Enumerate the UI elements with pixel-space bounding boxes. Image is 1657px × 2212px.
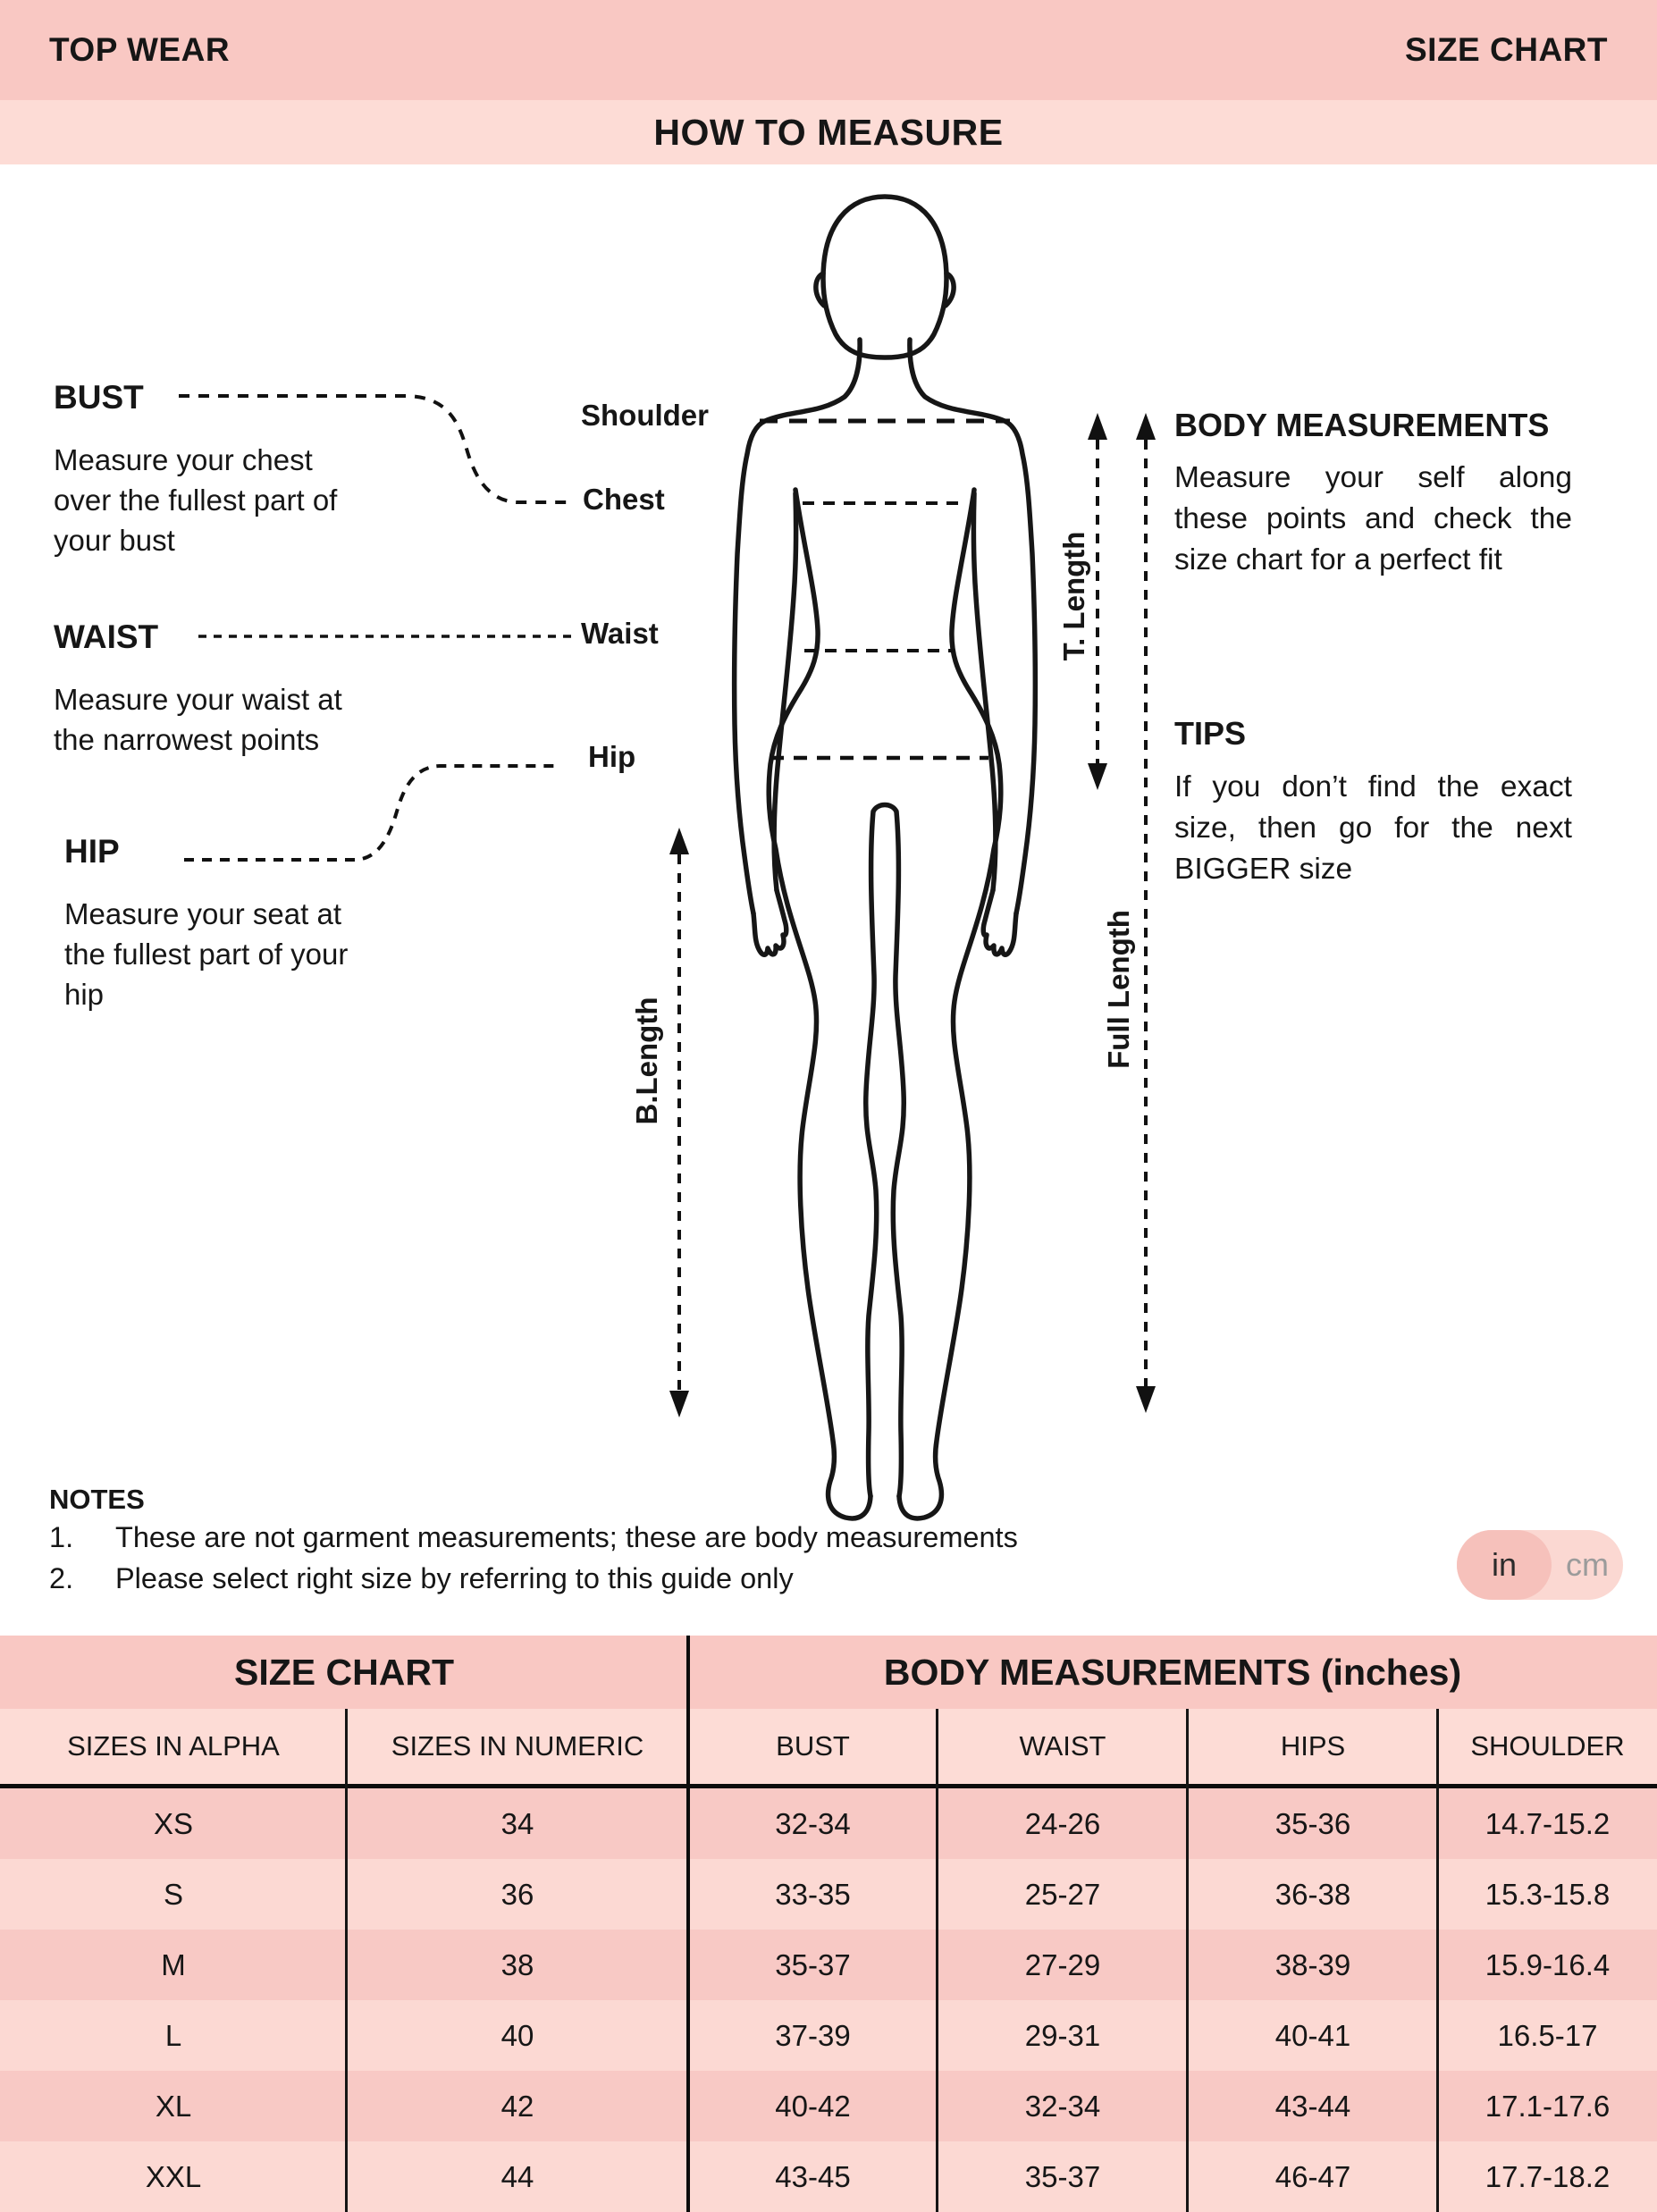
cell-bust: 32-34 xyxy=(775,1806,851,1840)
cell-shoulder: 15.9-16.4 xyxy=(1485,1947,1611,1981)
waist-description: Measure your waist at the narrowest points xyxy=(54,683,342,757)
note-1-text: These are not garment measurements; these are body measurements xyxy=(115,1521,1018,1553)
note-item-2 xyxy=(49,1562,794,1595)
cell-alpha: L xyxy=(164,2018,182,2052)
table-vertical-divider xyxy=(1186,1709,1189,2212)
cell-bust: 35-37 xyxy=(775,1947,851,1981)
note-item-1 xyxy=(49,1521,1018,1554)
cell-numeric: 44 xyxy=(500,2159,534,2193)
size-chart-table xyxy=(0,1636,1657,2212)
cell-alpha: XL xyxy=(155,2089,192,2123)
table-vertical-divider xyxy=(345,1709,348,2212)
cell-numeric: 36 xyxy=(500,1877,534,1911)
cell-waist: 24-26 xyxy=(1024,1806,1101,1840)
col-header-hips: HIPS xyxy=(1280,1730,1346,1762)
t-length-label: T. Length xyxy=(1057,531,1090,661)
group-header-size-chart: SIZE CHART xyxy=(234,1651,454,1693)
table-row-m xyxy=(0,1930,1657,2000)
table-row-s xyxy=(0,1859,1657,1930)
unit-option-inches[interactable]: in xyxy=(1457,1530,1552,1600)
table-row-l xyxy=(0,2000,1657,2071)
body-measurements-heading: BODY MEASUREMENTS xyxy=(1174,407,1550,443)
cell-hips: 36-38 xyxy=(1274,1877,1351,1911)
cell-shoulder: 14.7-15.2 xyxy=(1485,1806,1611,1840)
shoulder-label: Shoulder xyxy=(581,399,710,432)
bust-heading: BUST xyxy=(54,379,144,416)
table-group-header-row xyxy=(0,1636,1657,1709)
cell-bust: 37-39 xyxy=(775,2018,851,2052)
cell-alpha: M xyxy=(161,1947,186,1981)
how-to-measure-title: HOW TO MEASURE xyxy=(653,111,1004,153)
cell-alpha: XXL xyxy=(145,2159,202,2193)
chest-label: Chest xyxy=(583,483,665,516)
header-page-title: SIZE CHART xyxy=(1405,31,1608,68)
cell-shoulder: 17.7-18.2 xyxy=(1485,2159,1611,2193)
notes-heading: NOTES xyxy=(49,1484,145,1515)
col-header-bust: BUST xyxy=(776,1730,850,1762)
hip-description: Measure your seat at the fullest part of your hip xyxy=(64,897,349,1012)
unit-option-cm[interactable]: cm xyxy=(1566,1546,1609,1583)
bust-description: Measure your chest over the fullest part of your bust xyxy=(54,443,338,558)
cell-hips: 40-41 xyxy=(1274,2018,1351,2052)
table-column-header-row xyxy=(0,1709,1657,1784)
cell-shoulder: 16.5-17 xyxy=(1497,2018,1598,2052)
table-row-xs xyxy=(0,1788,1657,1859)
cell-numeric: 34 xyxy=(500,1806,534,1840)
cell-waist: 29-31 xyxy=(1024,2018,1101,2052)
table-vertical-divider xyxy=(936,1709,938,2212)
note-1-number: 1. xyxy=(49,1521,74,1553)
group-header-body-measurements: BODY MEASUREMENTS (inches) xyxy=(883,1651,1462,1693)
header-category-title: TOP WEAR xyxy=(49,31,231,68)
cell-shoulder: 15.3-15.8 xyxy=(1485,1877,1611,1911)
note-2-number: 2. xyxy=(49,1562,74,1594)
cell-hips: 38-39 xyxy=(1274,1947,1351,1981)
waist-heading: WAIST xyxy=(54,618,159,655)
table-row-xxl xyxy=(0,2141,1657,2212)
cell-numeric: 42 xyxy=(500,2089,534,2123)
subheader-band xyxy=(0,100,1657,164)
cell-hips: 35-36 xyxy=(1274,1806,1351,1840)
table-vertical-divider-thick xyxy=(686,1636,690,2212)
table-vertical-divider xyxy=(1436,1709,1439,2212)
col-header-shoulder: SHOULDER xyxy=(1470,1730,1625,1762)
page-header xyxy=(0,0,1657,100)
waist-point-label: Waist xyxy=(581,617,659,650)
cell-waist: 35-37 xyxy=(1024,2159,1101,2193)
cell-hips: 43-44 xyxy=(1274,2089,1351,2123)
tips-description: If you don’t find the exact size, then go for the next BIGGER size xyxy=(1174,770,1572,886)
unit-toggle[interactable] xyxy=(1457,1530,1623,1600)
hip-point-label: Hip xyxy=(588,740,636,773)
cell-numeric: 40 xyxy=(500,2018,534,2052)
cell-bust: 40-42 xyxy=(775,2089,851,2123)
cell-alpha: S xyxy=(163,1877,183,1911)
tips-heading: TIPS xyxy=(1174,715,1247,752)
cell-waist: 25-27 xyxy=(1024,1877,1101,1911)
col-header-waist: WAIST xyxy=(1019,1730,1106,1762)
cell-hips: 46-47 xyxy=(1274,2159,1351,2193)
col-header-sizes-numeric: SIZES IN NUMERIC xyxy=(391,1730,644,1762)
cell-waist: 32-34 xyxy=(1024,2089,1101,2123)
cell-shoulder: 17.1-17.6 xyxy=(1485,2089,1611,2123)
hip-heading: HIP xyxy=(64,833,120,870)
col-header-sizes-alpha: SIZES IN ALPHA xyxy=(67,1730,280,1762)
table-row-xl xyxy=(0,2071,1657,2141)
cell-bust: 43-45 xyxy=(775,2159,851,2193)
note-2-text: Please select right size by referring to this guide only xyxy=(115,1562,794,1594)
cell-numeric: 38 xyxy=(500,1947,534,1981)
cell-waist: 27-29 xyxy=(1024,1947,1101,1981)
cell-bust: 33-35 xyxy=(775,1877,851,1911)
b-length-label: B.Length xyxy=(630,997,663,1125)
full-length-label: Full Length xyxy=(1102,910,1135,1069)
body-measurements-description: Measure your self along these points and check the size chart for a perfect fit xyxy=(1174,461,1572,576)
cell-alpha: XS xyxy=(153,1806,194,1840)
